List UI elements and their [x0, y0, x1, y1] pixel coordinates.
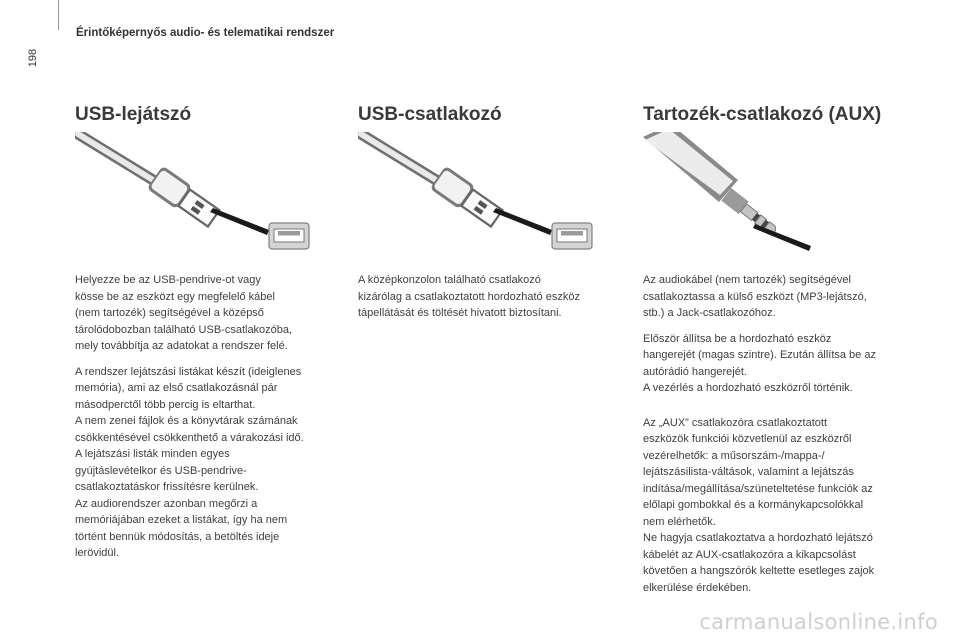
section-title: USB-lejátszó: [75, 104, 192, 125]
jack-plug-icon: [643, 132, 883, 257]
paragraph: Az audiokábel (nem tartozék) segítségével csatlakoztassa a külső eszközt (MP3-lejátszó, stb.) a Jack-csatlakozóhoz.: [643, 274, 867, 319]
paragraph: Először állítsa be a hordozható eszköz hangerejét (magas szintre). Ezután állítsa be az autórádió hangerejét. A vezérlés a hordozható eszközről történik.: [643, 332, 876, 394]
section-aux-jack: [643, 100, 918, 594]
paragraph: Az „AUX” csatlakozóra csatlakoztatott eszközök funkciói közvetlenül az eszközről vezérelhetők: a műsorszám-/mappa-/ lejátszásilista-váltások, valamint a lejátszás indítása/megállítása/szüneteltetése funkciók az előlapi gombokkal és a kormánykapcsolókkal nem elérhetők. Ne hagyja csatlakoztatva a hordozható lejátszó kábelét az AUX-csatlakozóra a kikapcsolást követően a hangszórók keltette esetleges zajok elkerülése érdekében.: [643, 416, 875, 594]
section-usb-port: [358, 100, 633, 319]
section-title: USB-csatlakozó: [358, 104, 502, 125]
usb-plug-and-socket-icon: [358, 132, 598, 257]
page-number: 198: [27, 48, 39, 68]
paragraph: A középkonzolon található csatlakozó kizárólag a csatlakoztatott hordozható eszköz tápellátását és töltését hivatott biztosítani.: [358, 274, 580, 319]
section-usb-player: [75, 100, 350, 559]
margin-rule: [58, 0, 59, 30]
section-title: Tartozék-csatlakozó (AUX): [643, 104, 882, 125]
page-header: Érintőképernyős audio- és telematikai rendszer: [76, 27, 335, 39]
paragraph: Helyezze be az USB-pendrive-ot vagy kösse be az eszközt egy megfelelő kábel (nem tartozék) segítségével a középső tárolódobozban található USB-csatlakozóba, mely továbbítja az adatokat a rendszer felé.: [75, 274, 293, 352]
watermark: carmanualsonline.info: [699, 610, 938, 634]
usb-plug-and-socket-icon: [75, 132, 315, 257]
paragraph: A rendszer lejátszási listákat készít (ideiglenes memória), ami az első csatlakozásnál pár másodperctől több percig is eltarthat. A nem zenei fájlok és a könyvtárak számának csökkentésével csökkenthető a várakozási idő. A lejátszási listák minden egyes gyújtáslevételkor és USB-pendrive- csatlakoztatáskor frissítésre kerülnek. Az audiorendszer azonban megőrzi a memóriájában ezeket a listákat, így ha nem történt bennük módosítás, a betöltés ideje lerövidül.: [75, 365, 304, 559]
